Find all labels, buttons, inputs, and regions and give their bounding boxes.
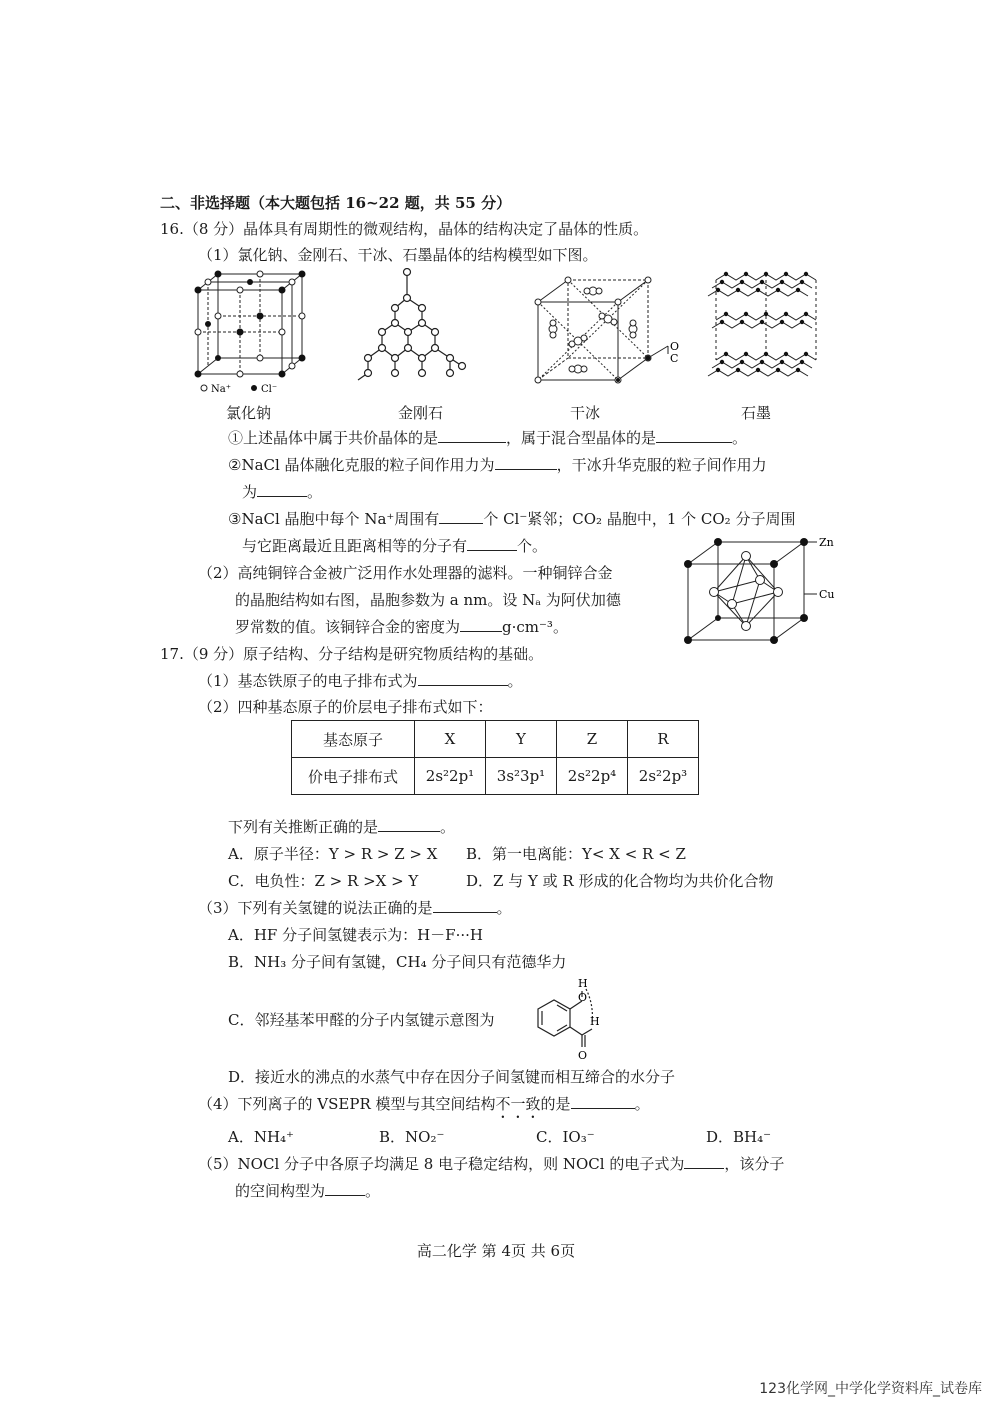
co2-label-o: O bbox=[670, 340, 680, 353]
table-cell: 价电子排布式 bbox=[292, 758, 415, 795]
q17-part4-text-a: （4）下列离子的 VSEPR 模型与其空间结构 bbox=[198, 1095, 496, 1113]
answer-blank[interactable] bbox=[257, 482, 307, 497]
q17-part2-question-end: 。 bbox=[440, 818, 456, 836]
q16-sub3-text-a: ③NaCl 晶胞中每个 Na⁺周围有 bbox=[228, 510, 440, 528]
q17-p4-option-d: D．BH₄⁻ bbox=[706, 1128, 772, 1146]
answer-blank[interactable] bbox=[418, 671, 508, 686]
caption-dry-ice: 干冰 bbox=[570, 404, 601, 422]
cl-legend-icon bbox=[251, 385, 257, 391]
table-cell: 2s²2p¹ bbox=[415, 758, 486, 795]
table-header-cell: Y bbox=[486, 721, 557, 758]
cl-legend-label: Cl⁻ bbox=[261, 384, 278, 395]
q16-sub2-text-d: 。 bbox=[307, 483, 323, 501]
q17-part5 bbox=[198, 1154, 784, 1174]
q17-part3 bbox=[198, 898, 512, 918]
q16-sub3-text-c: 与它距离最近且距离相等的分子有 bbox=[242, 537, 468, 555]
q16-sub1-text-b: ，属于混合型晶体的是 bbox=[506, 429, 657, 447]
q16-sub2-text-b: ，干冰升华克服的粒子间作用力 bbox=[556, 456, 767, 474]
q17-p2-option-b: B．第一电离能：Y< X < R < Z bbox=[466, 845, 686, 863]
q17-part5-text-c: 的空间构型为 bbox=[235, 1182, 326, 1200]
q17-p3-option-a: A．HF 分子间氢键表示为：H－F···H bbox=[228, 926, 483, 944]
table-header-cell: X bbox=[415, 721, 486, 758]
q17-part4-text-b: 的是 bbox=[540, 1095, 571, 1113]
q17-p2-option-a: A．原子半径：Y > R > Z > X bbox=[228, 845, 438, 863]
answer-blank[interactable] bbox=[325, 1181, 365, 1196]
q17-stem: 17.（9 分）原子结构、分子结构是研究物质结构的基础。 bbox=[160, 645, 544, 663]
q16-sub1-text-c: 。 bbox=[732, 429, 748, 447]
q17-part5-cont bbox=[235, 1181, 380, 1201]
q16-part1: （1）氯化钠、金刚石、干冰、石墨晶体的结构模型如下图。 bbox=[198, 246, 598, 264]
answer-blank[interactable] bbox=[438, 428, 506, 443]
q17-part1-text-a: （1）基态铁原子的电子排布式为 bbox=[198, 672, 418, 690]
q17-p4-option-c: C．IO₃⁻ bbox=[536, 1128, 595, 1146]
q17-part2: （2）四种基态原子的价层电子排布式如下： bbox=[198, 698, 493, 716]
answer-blank[interactable] bbox=[433, 898, 497, 913]
q16-sub1 bbox=[228, 428, 747, 448]
table-row bbox=[292, 721, 699, 758]
diamond-structure-figure bbox=[350, 268, 480, 383]
answer-blank[interactable] bbox=[378, 817, 440, 832]
caption-graphite: 石墨 bbox=[741, 404, 772, 422]
q17-p2-option-c: C．电负性：Z > R >X > Y bbox=[228, 872, 419, 890]
table-cell: 2s²2p⁴ bbox=[557, 758, 628, 795]
q17-part4-text-c: 。 bbox=[634, 1095, 650, 1113]
q16-part2-text-d: g·cm⁻³。 bbox=[502, 618, 568, 636]
na-legend-label: Na⁺ bbox=[211, 384, 231, 395]
q16-sub2-cont bbox=[242, 482, 322, 502]
valence-electron-table bbox=[291, 720, 699, 795]
mol-oxygen-hydroxyl: O bbox=[578, 991, 588, 1004]
q17-part4 bbox=[198, 1094, 650, 1122]
graphite-structure-figure bbox=[702, 268, 822, 386]
q16-sub3-text-d: 个。 bbox=[517, 537, 548, 555]
q17-part1 bbox=[198, 671, 523, 691]
q17-part3-text-b: 。 bbox=[496, 899, 512, 917]
salicylaldehyde-hbond-figure bbox=[528, 975, 608, 1063]
q16-sub1-text-a: ①上述晶体中属于共价晶体的是 bbox=[228, 429, 439, 447]
q17-part3-text-a: （3）下列有关氢键的说法正确的是 bbox=[198, 899, 433, 917]
table-header-cell: Z bbox=[557, 721, 628, 758]
q17-p3-option-d: D．接近水的沸点的水蒸气中存在因分子间氢键而相互缔合的水分子 bbox=[228, 1068, 676, 1086]
na-legend-icon bbox=[201, 385, 207, 391]
q16-sub3 bbox=[228, 509, 795, 529]
q16-part2-text-c: 罗常数的值。该铜锌合金的密度为 bbox=[235, 618, 461, 636]
answer-blank[interactable] bbox=[571, 1094, 635, 1109]
answer-blank[interactable] bbox=[656, 428, 732, 443]
q17-part4-emphasis: 不一致 bbox=[495, 1095, 541, 1113]
q17-part5-text-a: （5）NOCl 分子中各原子均满足 8 电子稳定结构，则 NOCl 的电子式为 bbox=[198, 1155, 685, 1173]
q16-sub2 bbox=[228, 455, 767, 475]
mol-hydrogen-hydroxyl: H bbox=[578, 977, 588, 990]
table-header-cell: 基态原子 bbox=[292, 721, 415, 758]
cu-label: Cu bbox=[819, 588, 835, 601]
page-footer: 高二化学 第 4页 共 6页 bbox=[416, 1242, 576, 1260]
table-header-cell: R bbox=[628, 721, 699, 758]
answer-blank[interactable] bbox=[467, 536, 517, 551]
q17-part2-question-text: 下列有关推断正确的是 bbox=[228, 818, 379, 836]
q16-sub2-text-c: 为 bbox=[242, 483, 258, 501]
table-row bbox=[292, 758, 699, 795]
q17-p2-option-d: D．Z 与 Y 或 R 形成的化合物均为共价化合物 bbox=[466, 872, 774, 890]
q16-part2-line1: （2）高纯铜锌合金被广泛用作水处理器的滤料。一种铜锌合金 bbox=[198, 564, 613, 582]
q16-stem: 16.（8 分）晶体具有周期性的微观结构，晶体的结构决定了晶体的性质。 bbox=[160, 220, 649, 238]
table-cell: 2s²2p³ bbox=[628, 758, 699, 795]
q17-part5-text-b: ，该分子 bbox=[724, 1155, 785, 1173]
watermark-text: 123化学网_中学化学资料库_试卷库 bbox=[759, 1381, 982, 1397]
section-title: 二、非选择题（本大题包括 16~22 题，共 55 分） bbox=[160, 194, 512, 212]
table-cell: 3s²3p¹ bbox=[486, 758, 557, 795]
dry-ice-structure-figure bbox=[530, 272, 690, 384]
caption-nacl: 氯化钠 bbox=[226, 404, 272, 422]
q17-part2-question bbox=[228, 817, 455, 837]
q16-sub3-text-b: 个 Cl⁻紧邻；CO₂ 晶胞中，1 个 CO₂ 分子周围 bbox=[483, 510, 796, 528]
mol-oxygen-aldehyde: O bbox=[578, 1049, 588, 1062]
q17-part1-text-b: 。 bbox=[507, 672, 523, 690]
nacl-structure-figure bbox=[192, 268, 312, 398]
q16-part2-line2: 的晶胞结构如右图，晶胞参数为 a nm。设 Nₐ 为阿伏加德 bbox=[235, 591, 621, 609]
zn-label: Zn bbox=[819, 536, 834, 549]
q16-sub2-text-a: ②NaCl 晶体融化克服的粒子间作用力为 bbox=[228, 456, 495, 474]
answer-blank[interactable] bbox=[495, 455, 557, 470]
mol-hydrogen-aldehyde: H bbox=[590, 1015, 600, 1028]
q17-p4-option-a: A．NH₄⁺ bbox=[228, 1128, 294, 1146]
q17-part5-text-d: 。 bbox=[365, 1182, 381, 1200]
cu-zn-alloy-figure bbox=[682, 534, 842, 646]
co2-label-c: C bbox=[670, 352, 679, 365]
answer-blank[interactable] bbox=[439, 509, 483, 524]
q17-p4-option-b: B．NO₂⁻ bbox=[379, 1128, 445, 1146]
answer-blank[interactable] bbox=[460, 617, 502, 632]
caption-diamond: 金刚石 bbox=[398, 404, 444, 422]
answer-blank[interactable] bbox=[684, 1154, 724, 1169]
q17-p3-option-c: C．邻羟基苯甲醛的分子内氢键示意图为 bbox=[228, 1011, 495, 1029]
q17-p3-option-b: B．NH₃ 分子间有氢键，CH₄ 分子间只有范德华力 bbox=[228, 953, 567, 971]
q16-sub3-cont bbox=[242, 536, 547, 556]
q16-part2-line3 bbox=[235, 617, 568, 637]
